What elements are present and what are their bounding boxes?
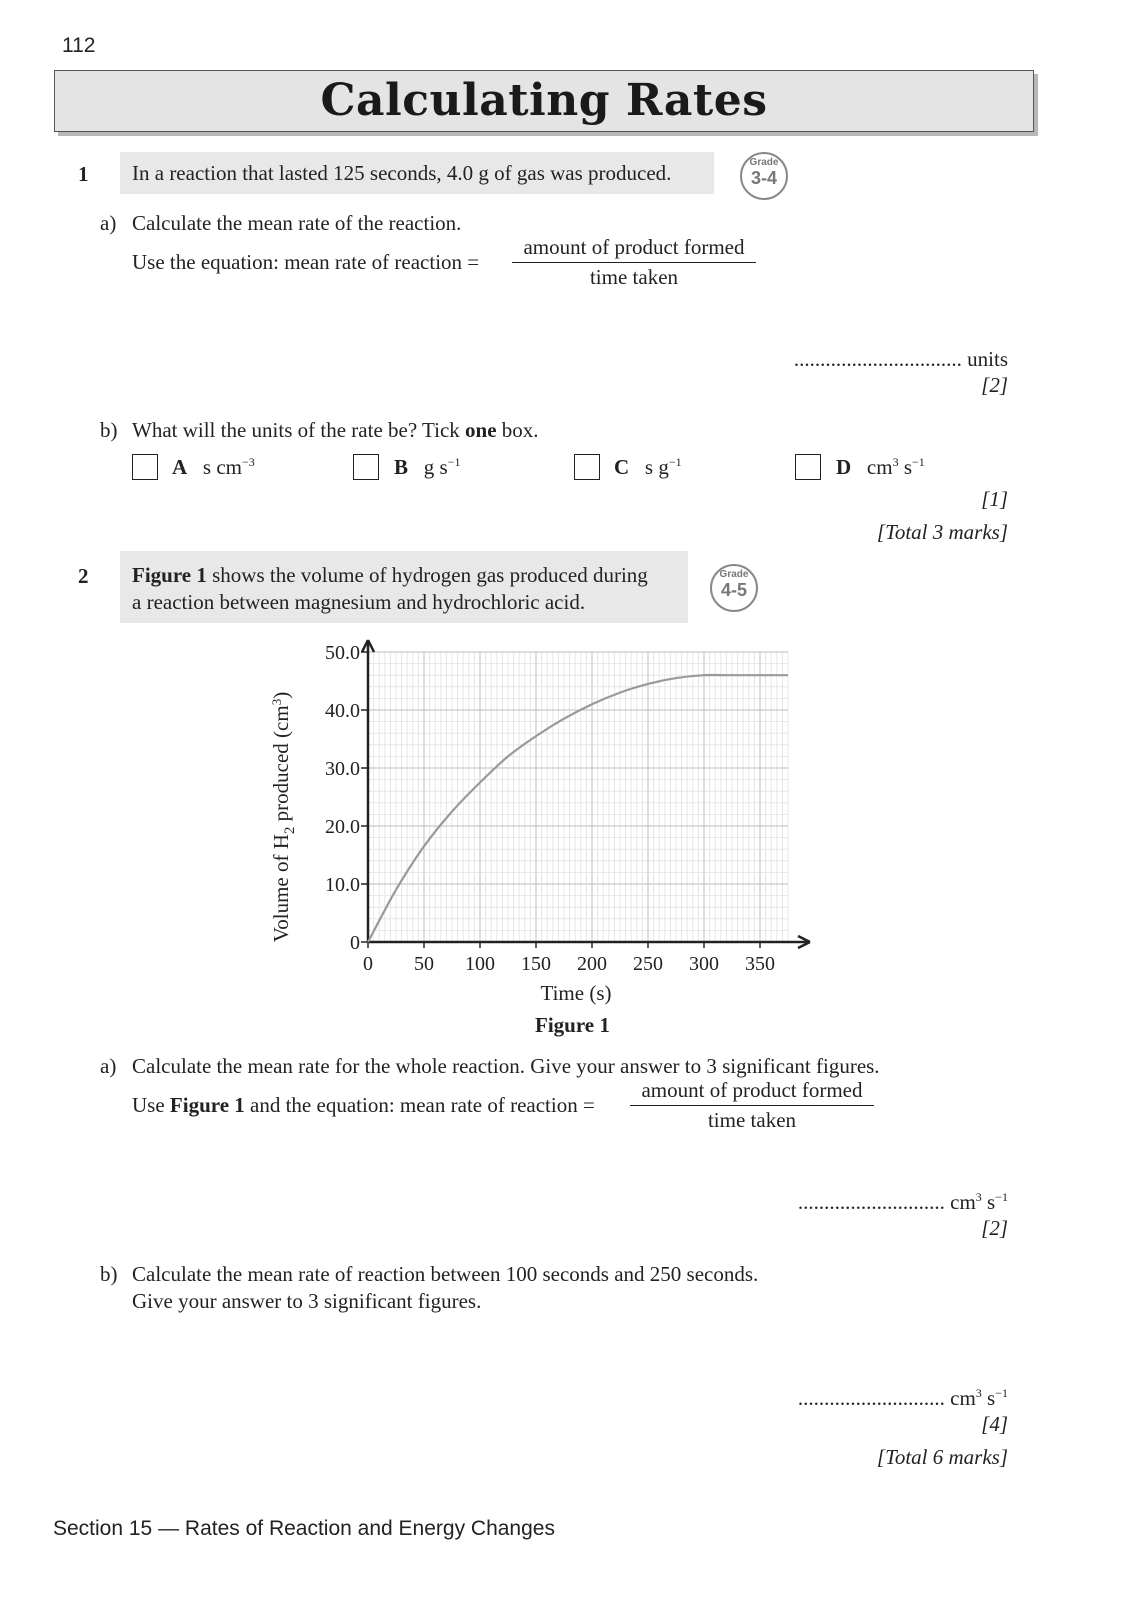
q2b-line2: Give your answer to 3 significant figures. [132, 1289, 482, 1313]
q1b-marks: [1] [981, 487, 1008, 511]
fraction-denominator: time taken [707, 1108, 797, 1132]
grade-badge-value: 3-4 [750, 168, 777, 188]
answer-units: $cm^3$ $s^{-1}$ [950, 1386, 1008, 1410]
y-tick-label: 20.0 [325, 816, 360, 838]
page-title: Calculating Rates [320, 75, 768, 126]
option-b: B g $s^{-1}$ [394, 455, 461, 479]
q1a-marks: [2] [981, 373, 1008, 397]
fraction-line [512, 262, 756, 263]
q1a-fraction [512, 235, 756, 290]
option-d-checkbox[interactable] [795, 454, 821, 480]
option-a: A s $cm^{-3}$ [172, 455, 255, 479]
x-axis-label: Time (s) [540, 981, 612, 1005]
series-line [368, 675, 788, 942]
grade-badge-icon [710, 564, 758, 612]
x-tick-label: 50 [414, 953, 434, 975]
answer-units: $cm^3$ $s^{-1}$ [950, 1190, 1008, 1214]
question-1-number: 1 [78, 162, 89, 186]
fraction-line [630, 1105, 874, 1106]
answer-units: units [967, 347, 1008, 371]
q2a-letter: a) [100, 1054, 117, 1078]
grade-badge-label: Grade [719, 569, 749, 580]
q1b-text: What will the units of the rate be? Tick one box. [132, 418, 539, 442]
option-c: C s $g^{-1}$ [614, 455, 682, 479]
question-2-stem-line2: a reaction between magnesium and hydrochloric acid. [132, 590, 586, 614]
question-2-stem-box [120, 551, 688, 623]
option-a-checkbox[interactable] [132, 454, 158, 480]
option-b-checkbox[interactable] [353, 454, 379, 480]
q2a-fraction [630, 1078, 874, 1133]
option-d: D $cm^3$ $s^{-1}$ [836, 455, 925, 479]
fraction-numerator: amount of product formed [641, 1078, 863, 1102]
answer-dots: ............................ [797, 1386, 945, 1410]
x-tick-label: 350 [745, 953, 775, 975]
section-footer: Section 15 — Rates of Reaction and Energy Changes [53, 1517, 555, 1540]
q2b-line1: Calculate the mean rate of reaction between 100 seconds and 250 seconds. [132, 1262, 759, 1286]
q2b-answer-line[interactable] [760, 1386, 1008, 1411]
question-1-stem-box [120, 152, 714, 194]
y-tick-label: 10.0 [325, 874, 360, 896]
question-1-stem: In a reaction that lasted 125 seconds, 4.0 g of gas was produced. [132, 161, 672, 185]
q2-total: [Total 6 marks] [876, 1445, 1008, 1469]
q1b-letter: b) [100, 418, 118, 442]
q2a-answer-line[interactable] [760, 1190, 1008, 1215]
q2a-equation-prefix: Use Figure 1 and the equation: mean rate of reaction = [132, 1093, 595, 1117]
q2b-letter: b) [100, 1262, 118, 1286]
x-tick-label: 200 [577, 953, 607, 975]
q1a-equation-prefix: Use the equation: mean rate of reaction = [132, 250, 480, 274]
y-tick-label: 40.0 [325, 700, 360, 722]
answer-dots: ................................ [793, 347, 962, 371]
q2a-text: Calculate the mean rate for the whole reaction. Give your answer to 3 significant figures. [132, 1054, 880, 1078]
y-tick-label: 50.0 [325, 642, 360, 664]
grade-badge-icon [740, 152, 788, 200]
y-tick-label: 30.0 [325, 758, 360, 780]
x-tick-label: 100 [465, 953, 495, 975]
q1a-letter: a) [100, 211, 117, 235]
figure-1-chart [260, 628, 840, 1012]
q1a-text: Calculate the mean rate of the reaction. [132, 211, 462, 235]
fraction-denominator: time taken [589, 265, 679, 289]
page-number: 112 [62, 34, 96, 57]
q2b-marks: [4] [981, 1412, 1008, 1436]
x-tick-label: 0 [363, 953, 373, 975]
q2a-marks: [2] [981, 1216, 1008, 1240]
figure-caption: Figure 1 [535, 1013, 610, 1037]
y-tick-label: 0 [350, 932, 360, 954]
option-c-checkbox[interactable] [574, 454, 600, 480]
x-tick-label: 250 [633, 953, 663, 975]
question-2-stem-line1: Figure 1 shows the volume of hydrogen gas produced during [132, 563, 648, 587]
grade-badge-value: 4-5 [720, 580, 747, 600]
x-tick-label: 150 [521, 953, 551, 975]
fraction-numerator: amount of product formed [523, 235, 745, 259]
answer-dots: ............................ [797, 1190, 945, 1214]
y-axis-label: Volume of $H_2$ produced $(cm^3)$ [269, 691, 298, 943]
q1a-answer-line[interactable] [776, 347, 1008, 372]
question-2-number: 2 [78, 564, 89, 588]
grade-badge-label: Grade [749, 157, 779, 168]
x-tick-label: 300 [689, 953, 719, 975]
q1-total: [Total 3 marks] [876, 520, 1008, 544]
